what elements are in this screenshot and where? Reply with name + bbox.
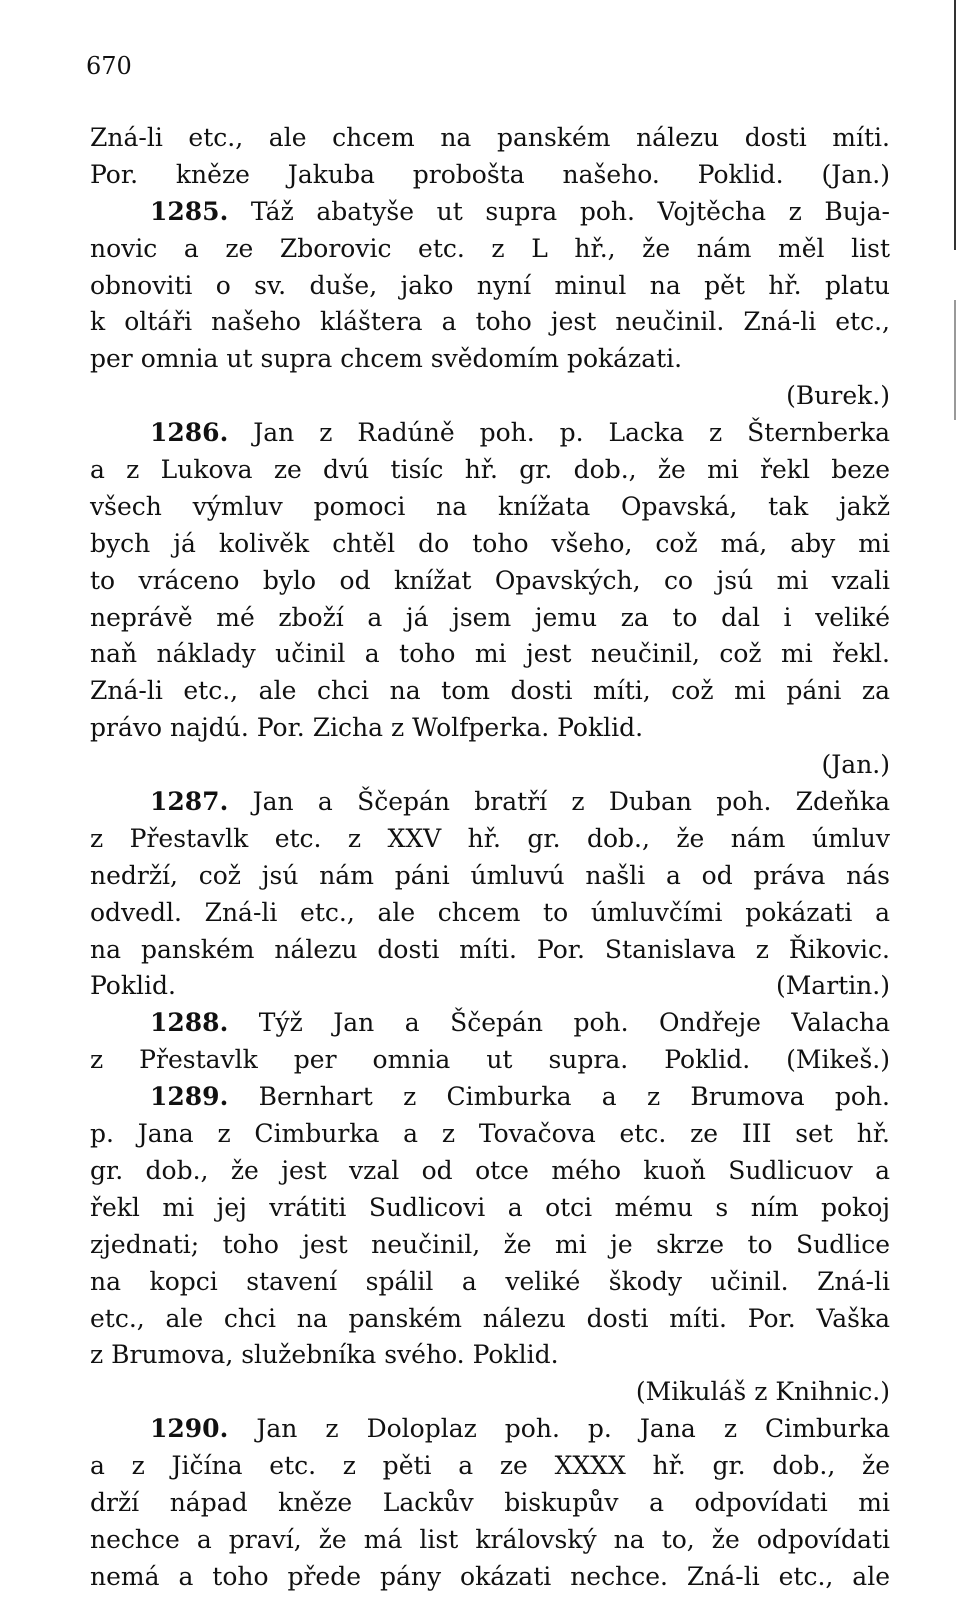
line-text: neprávě mé zboží a já jsem jemu za to dal i veliké (90, 602, 890, 632)
text-line (90, 120, 890, 157)
text-line (90, 452, 890, 489)
line-text: právo najdú. Por. Zicha z Wolfperka. Poklid. (90, 713, 644, 743)
entry-start-line (90, 415, 890, 452)
text-line (90, 563, 890, 600)
line-text: novic a ze Zborovic etc. z L hř., že nám měl list (90, 233, 890, 263)
line-text: zjednati; toho jest neučinil, že mi je skrze to Sudlice (90, 1229, 890, 1259)
document-body (90, 120, 890, 1596)
text-line (90, 1190, 890, 1227)
line-text: Táž abatyše ut supra poh. Vojtěcha z Buja- (228, 196, 890, 226)
line-text: z Přestavlk per omnia ut supra. Poklid. (Mikeš.) (90, 1045, 890, 1075)
text-line (90, 821, 890, 858)
line-text: to vráceno bylo od knížat Opavských, co jsú mi vzali (90, 565, 890, 595)
text-line (90, 1337, 890, 1374)
entry-start-line (90, 1079, 890, 1116)
entry-number: 1287. (150, 787, 229, 817)
text-line (90, 1116, 890, 1153)
text-line (90, 1522, 890, 1559)
entry-number: 1289. (150, 1082, 229, 1112)
text-line (90, 231, 890, 268)
line-text: etc., ale chci na panském nálezu dosti míti. Por. Vaška (90, 1303, 890, 1333)
entry-start-line (90, 194, 890, 231)
line-text: všech výmluv pomoci na knížata Opavská, tak jakž (90, 491, 890, 521)
scribe-name-line (90, 1374, 890, 1411)
text-line (90, 710, 890, 747)
entry-number: 1285. (150, 196, 229, 226)
scribe-name: (Jan.) (821, 750, 890, 780)
page-edge-mark (954, 0, 956, 250)
line-text: Jan z Doloplaz poh. p. Jana z Cimburka (228, 1414, 890, 1444)
text-line (90, 895, 890, 932)
text-line (90, 673, 890, 710)
line-text: Poklid. (90, 971, 176, 1001)
scribe-name: (Martin.) (775, 971, 890, 1001)
line-text: p. Jana z Cimburka a z Tovačova etc. ze III set hř. (90, 1119, 890, 1149)
text-line (90, 1042, 890, 1079)
line-text: z Brumova, služebníka svého. Poklid. (90, 1340, 559, 1370)
line-text: drží nápad kněze Lackův biskupův a odpovídati mi (90, 1487, 890, 1517)
text-line (90, 600, 890, 637)
line-text: Jan a Ščepán bratří z Duban poh. Zdeňka (228, 787, 890, 817)
line-text: Bernhart z Cimburka a z Brumova poh. (228, 1082, 890, 1112)
page-number: 670 (86, 52, 132, 80)
entry-start-line (90, 784, 890, 821)
line-text: per omnia ut supra chcem svědomím pokázati. (90, 344, 683, 374)
line-text: naň náklady učinil a toho mi jest neučinil, což mi řekl. (90, 639, 890, 669)
line-text: nechce a praví, že má list královský na to, že odpovídati (90, 1524, 890, 1554)
scribe-name-line (90, 378, 890, 415)
text-line (90, 268, 890, 305)
line-text: nemá a toho přede pány okázati nechce. Zná-li etc., ale (90, 1561, 890, 1591)
line-text: Zná-li etc., ale chci na tom dosti míti, což mi páni za (90, 676, 890, 706)
line-text: na kopci stavení spálil a veliké škody učinil. Zná-li (90, 1266, 890, 1296)
text-line (90, 1559, 890, 1596)
entry-start-line (90, 1005, 890, 1042)
text-line (90, 1485, 890, 1522)
line-text: Jan z Radúně poh. p. Lacka z Šternberka (228, 418, 890, 448)
line-text: nedrží, což jsú nám páni úmluvú našli a od práva nás (90, 860, 890, 890)
text-line (90, 968, 890, 1005)
scribe-name: (Mikuláš z Knihnic.) (635, 1377, 890, 1407)
text-line (90, 489, 890, 526)
text-line (90, 157, 890, 194)
text-line (90, 858, 890, 895)
text-line (90, 1448, 890, 1485)
line-text: Por. kněze Jakuba probošta našeho. Poklid. (Jan.) (90, 159, 890, 189)
entry-start-line (90, 1411, 890, 1448)
text-line (90, 932, 890, 969)
line-text: k oltáři našeho kláštera a toho jest neučinil. Zná-li etc., (90, 307, 890, 337)
line-text: Týž Jan a Ščepán poh. Ondřeje Valacha (228, 1008, 890, 1038)
text-line (90, 341, 890, 378)
line-text: z Přestavlk etc. z XXV hř. gr. dob., že nám úmluv (90, 823, 890, 853)
page-edge-mark (954, 300, 956, 420)
text-line (90, 636, 890, 673)
line-text: a z Lukova ze dvú tisíc hř. gr. dob., že mi řekl beze (90, 455, 890, 485)
line-text: gr. dob., že jest vzal od otce mého kuoň Sudlicuov a (90, 1155, 890, 1185)
text-line (90, 1153, 890, 1190)
text-line (90, 1227, 890, 1264)
line-text: na panském nálezu dosti míti. Por. Stanislava z Řikovic. (90, 934, 890, 964)
line-text: bych já kolivěk chtěl do toho všeho, což má, aby mi (90, 528, 890, 558)
entry-number: 1290. (150, 1414, 229, 1444)
line-text: a z Jičína etc. z pěti a ze XXXX hř. gr. dob., že (90, 1451, 890, 1481)
text-line (90, 1301, 890, 1338)
line-text: odvedl. Zná-li etc., ale chcem to úmluvčími pokázati a (90, 897, 890, 927)
line-text: obnoviti o sv. duše, jako nyní minul na pět hř. platu (90, 270, 890, 300)
line-text: Zná-li etc., ale chcem na panském nálezu dosti míti. (90, 123, 890, 152)
line-text: řekl mi jej vrátiti Sudlicovi a otci mému s ním pokoj (90, 1192, 890, 1222)
text-line (90, 1264, 890, 1301)
scribe-name-line (90, 747, 890, 784)
scribe-name: (Burek.) (786, 381, 890, 411)
entry-number: 1288. (150, 1008, 229, 1038)
text-line (90, 526, 890, 563)
text-line (90, 304, 890, 341)
entry-number: 1286. (150, 418, 229, 448)
